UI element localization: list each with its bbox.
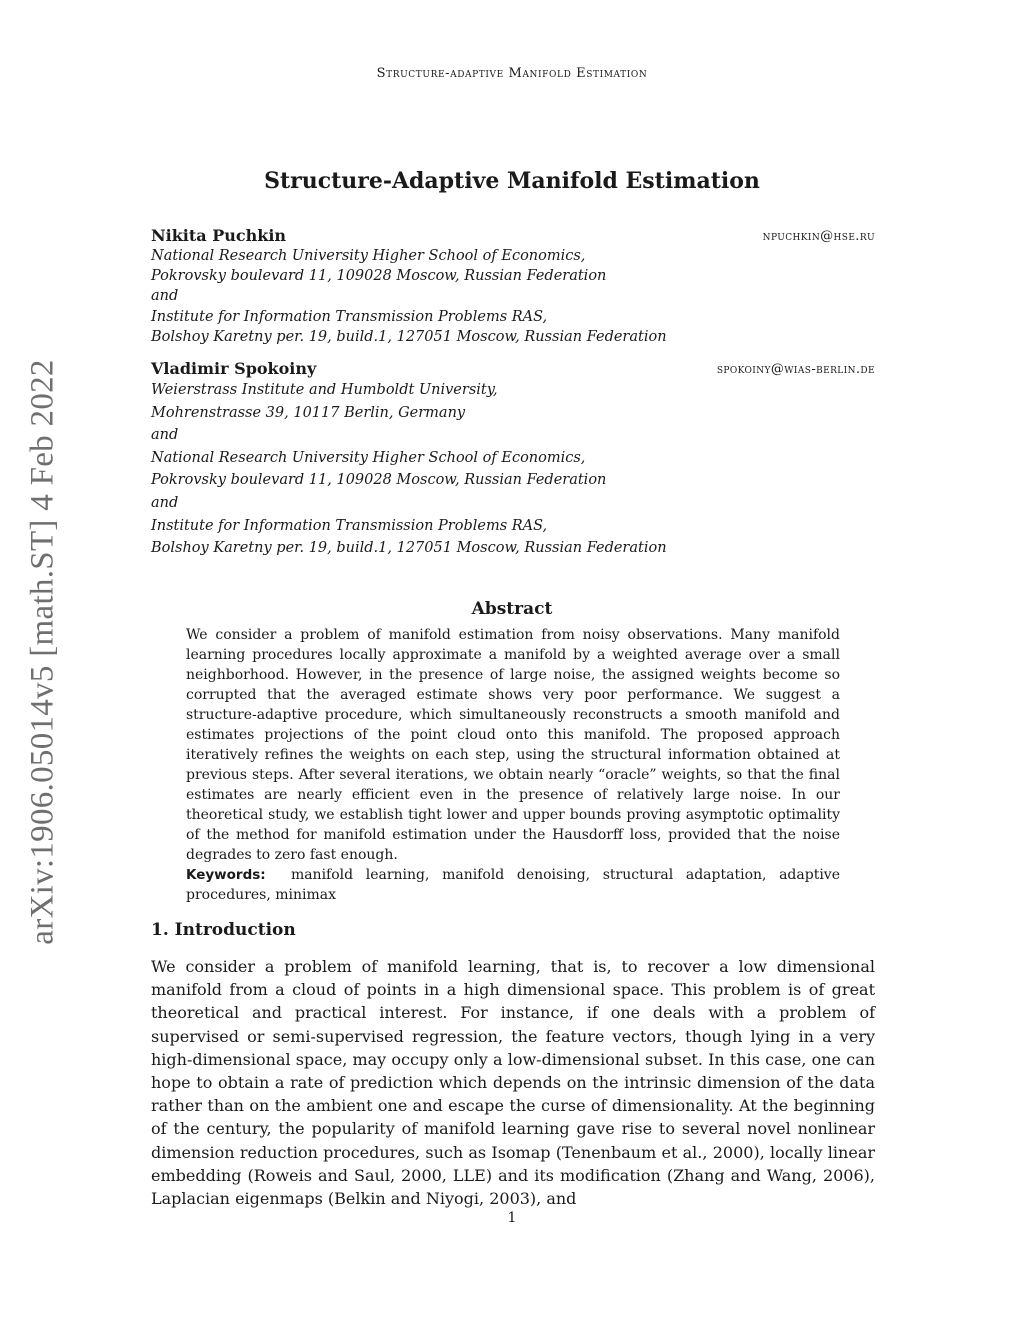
- page-number: 1: [507, 1210, 517, 1226]
- abstract-text: We consider a problem of manifold estimation from noisy observations. Many manifold learning procedures locally approximate a manifold by a weighted average over a small neighborhood. However, in the presence of large noise, the assigned weights become so corrupted that the averaged estimate shows very poor performance. We suggest a structure-adaptive procedure, which simultaneously reconstructs a smooth manifold and estimates projections of the point cloud onto this manifold. The proposed approach iteratively refines the weights on each step, using the structural information obtained at previous steps. After several iterations, we obtain nearly “oracle” weights, so that the final estimates are nearly efficient even in the presence of relatively large noise. In our theoretical study, we establish tight lower and upper bounds proving asymptotic optimality of the method for manifold estimation under the Hausdorff loss, provided that the noise degrades to zero fast enough.: [186, 627, 840, 863]
- author-name: Vladimir Spokoiny: [151, 359, 317, 378]
- abstract-section: [186, 625, 840, 905]
- section-heading-introduction: 1. Introduction: [151, 920, 296, 940]
- affiliation-line: National Research University Higher School of Economics,: [151, 449, 586, 466]
- affiliation-line: and: [151, 494, 179, 511]
- keywords-list: manifold learning, manifold denoising, structural adaptation, adaptive procedures, minimax: [186, 867, 840, 903]
- arxiv-identifier[interactable]: arXiv:1906.05014v5 [math.ST] 4 Feb 2022: [24, 359, 61, 945]
- paper-title: Structure-Adaptive Manifold Estimation: [264, 168, 760, 194]
- affiliation-line: Pokrovsky boulevard 11, 109028 Moscow, Russian Federation: [151, 472, 607, 489]
- author-block-spokoiny: [151, 359, 875, 560]
- author-block-puchkin: [151, 226, 875, 347]
- affiliation-line: Bolshoy Karetny per. 19, build.1, 127051 Moscow, Russian Federation: [151, 540, 667, 557]
- keywords-label: Keywords:: [186, 867, 266, 883]
- affiliation-line: Mohrenstrasse 39, 10117 Berlin, Germany: [151, 404, 466, 421]
- affiliation-line: Weierstrass Institute and Humboldt University,: [151, 382, 498, 398]
- abstract-heading: Abstract: [471, 599, 553, 619]
- affiliation-line: and: [151, 427, 179, 444]
- running-head: Structure-adaptive Manifold Estimation: [376, 66, 648, 81]
- keywords-line: [186, 865, 840, 905]
- affiliation-line: Institute for Information Transmission Problems RAS,: [151, 517, 548, 534]
- affiliation-line: Institute for Information Transmission Problems RAS,: [151, 308, 548, 325]
- affiliation-line: Bolshoy Karetny per. 19, build.1, 127051 Moscow, Russian Federation: [151, 328, 667, 345]
- affiliation-line: Pokrovsky boulevard 11, 109028 Moscow, Russian Federation: [151, 268, 607, 285]
- author-name: Nikita Puchkin: [151, 226, 287, 245]
- author-email[interactable]: spokoiny@wias-berlin.de: [716, 362, 875, 377]
- affiliation-line: and: [151, 288, 179, 305]
- introduction-paragraph: We consider a problem of manifold learning, that is, to recover a low dimensional manifold from a cloud of points in a high dimensional space. This problem is of great theoretical and practical interest. For instance, if one deals with a problem of supervised or semi-supervised regression, the feature vectors, though lying in a very high-dimensional space, may occupy only a low-dimensional subset. In this case, one can hope to obtain a rate of prediction which depends on the intrinsic dimension of the data rather than on the ambient one and escape the curse of dimensionality. At the beginning of the century, the popularity of manifold learning gave rise to several novel nonlinear dimension reduction procedures, such as Isomap (Tenenbaum et al., 2000), locally linear embedding (Roweis and Saul, 2000, LLE) and its modification (Zhang and Wang, 2006), Laplacian eigenmaps (Belkin and Niyogi, 2003), and: [151, 957, 875, 1209]
- affiliation-line: National Research University Higher School of Economics,: [151, 248, 586, 264]
- author-email[interactable]: npuchkin@hse.ru: [762, 229, 875, 244]
